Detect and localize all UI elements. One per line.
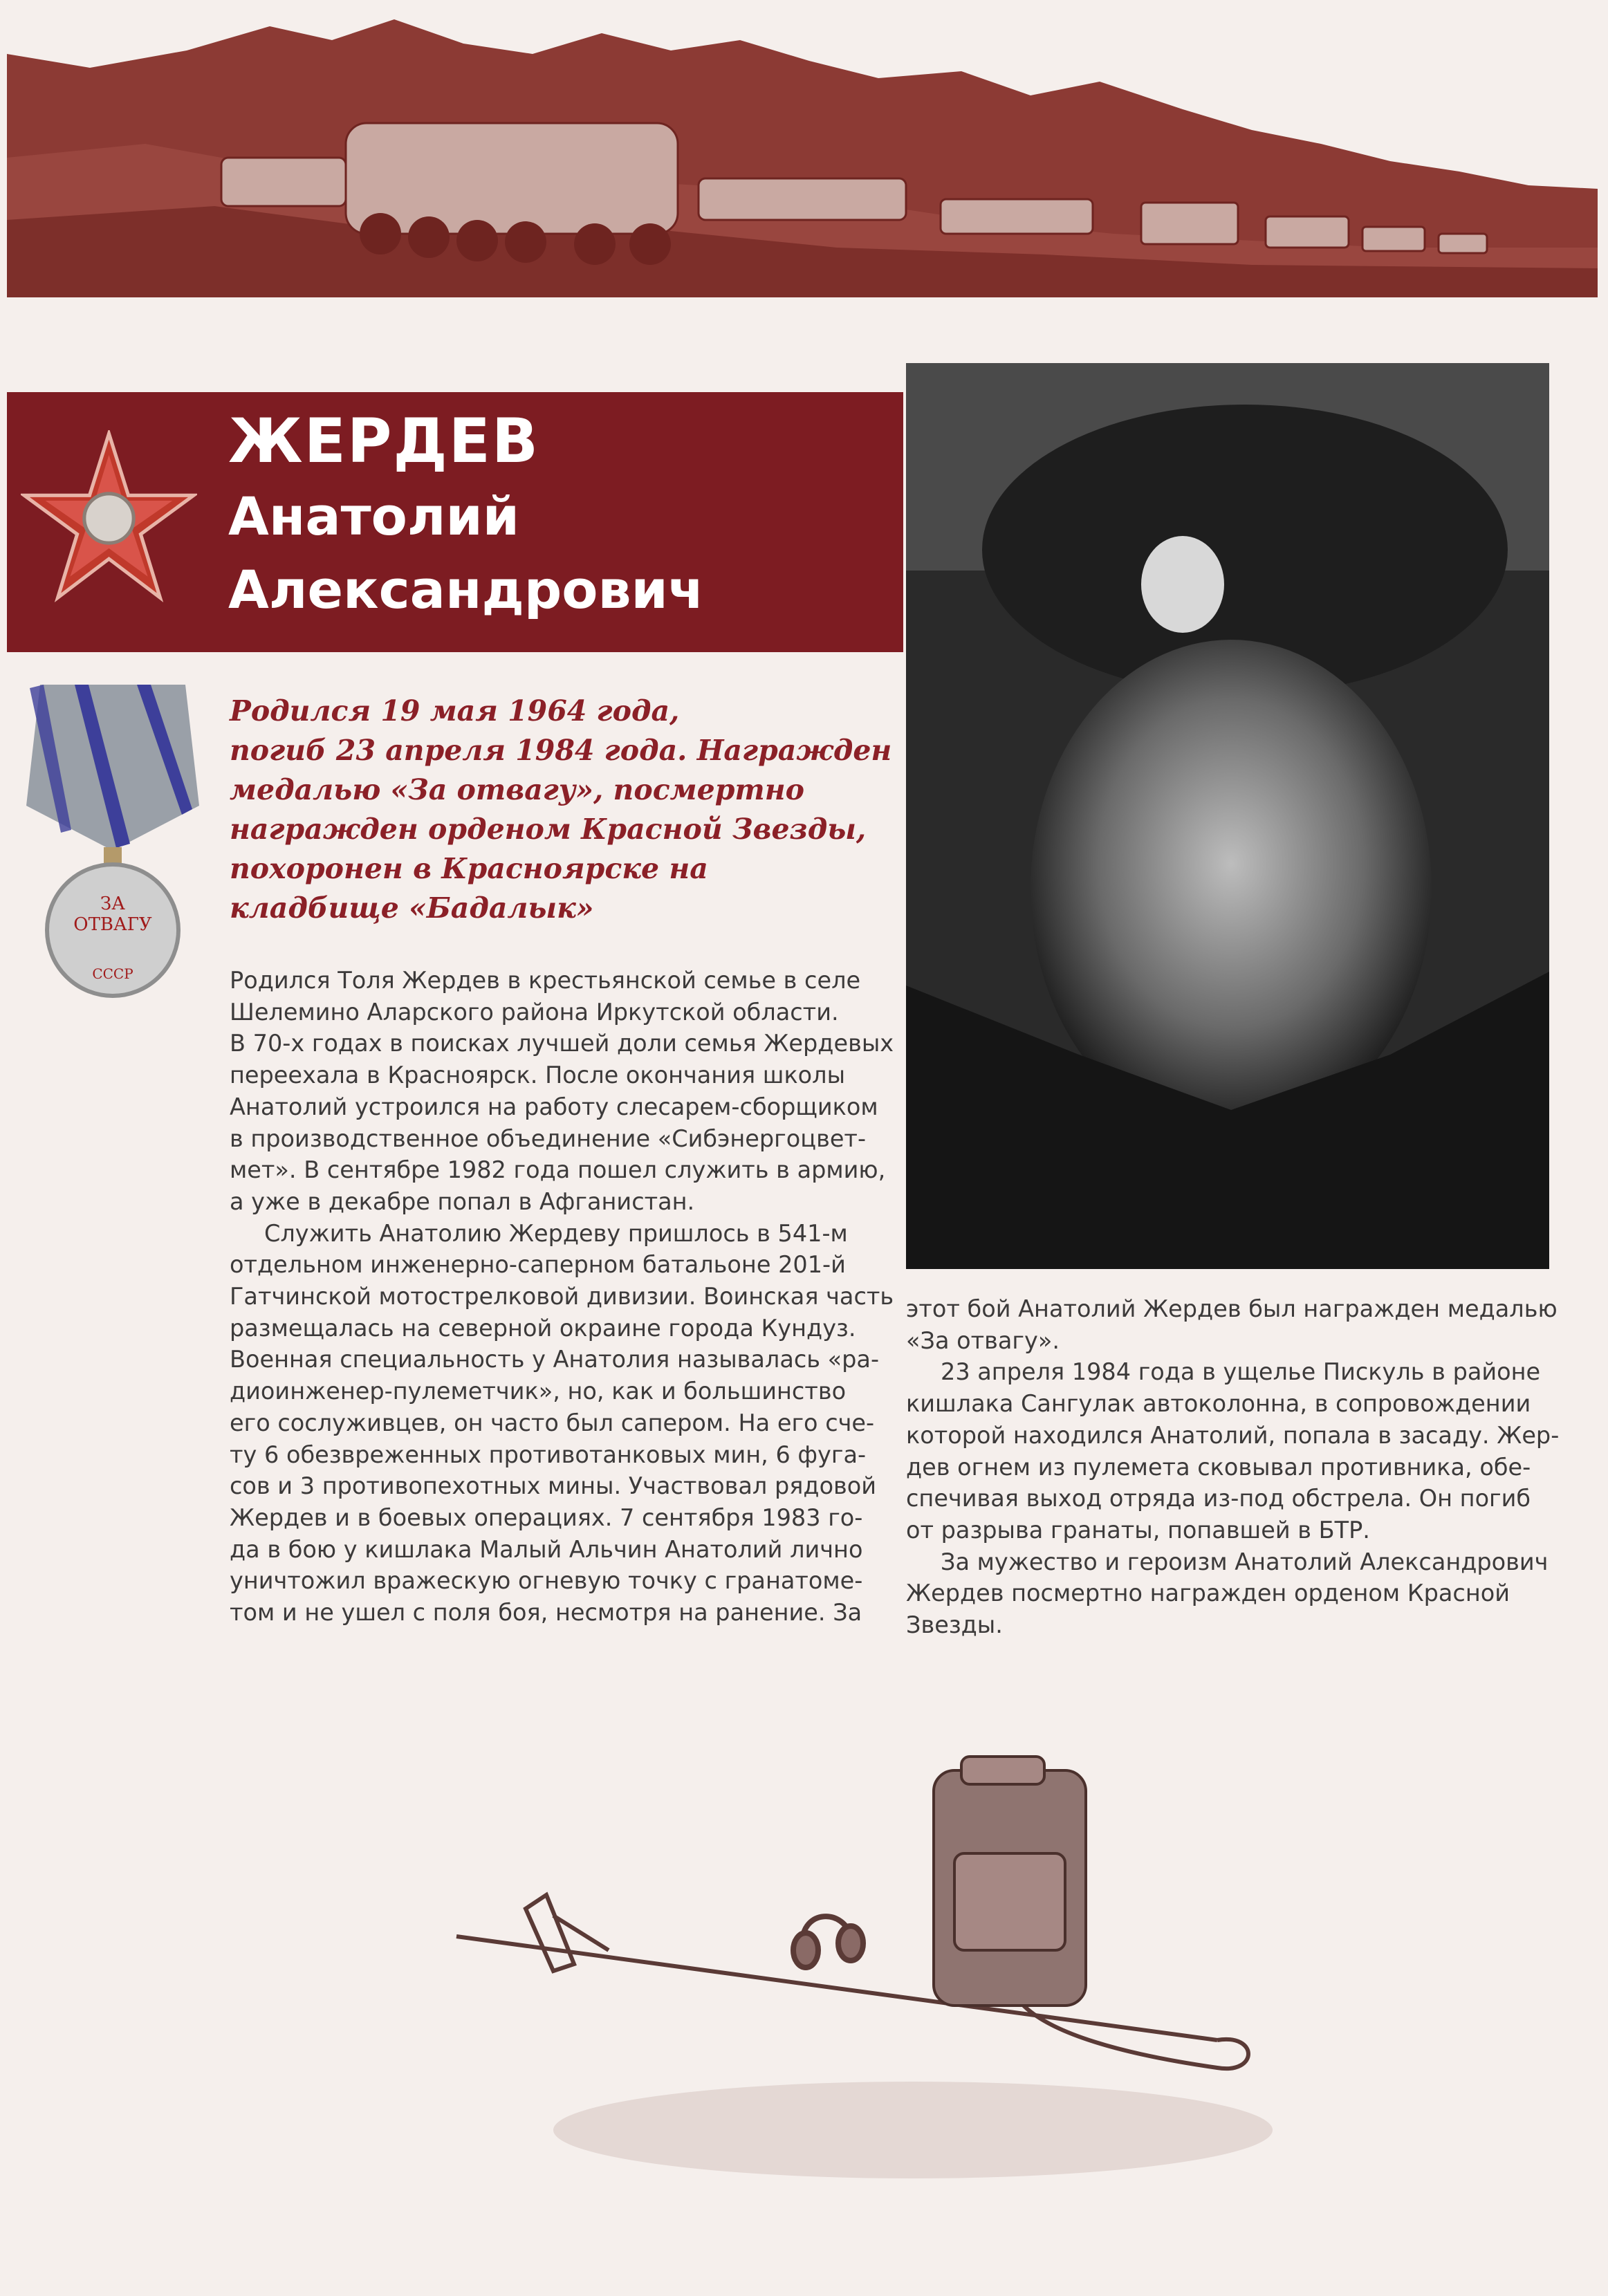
intro-line: награжден орденом Красной Звезды, [230, 813, 867, 846]
body-line: спечивая выход отряда из-под обстрела. Он погиб [906, 1485, 1531, 1512]
body-line: от разрыва гранаты, попавшей в БТР. [906, 1516, 1370, 1544]
surname: ЖЕРДЕВ [228, 405, 539, 476]
body-column-right [906, 1293, 1560, 1641]
body-line: да в бою у кишлака Малый Альчин Анатолий лично [230, 1535, 863, 1563]
medal-text-otvagu: ОТВАГУ [73, 914, 152, 935]
patronymic: Александрович [228, 559, 704, 620]
medal-for-courage-icon [26, 685, 199, 1003]
body-line: дев огнем из пулемета сковывал противника, обе- [906, 1453, 1531, 1481]
portrait-photo [906, 363, 1549, 1269]
body-line: том и не ушел с поля боя, несмотря на ранение. За [230, 1599, 862, 1627]
body-line: переехала в Красноярск. После окончания школы [230, 1062, 846, 1089]
body-line: За мужество и героизм Анатолий Александрович [941, 1548, 1549, 1575]
body-line: Гатчинской мотострелковой дивизии. Воинская часть [230, 1283, 894, 1311]
medal-text-sssr: СССР [92, 965, 133, 982]
body-line: Военная специальность у Анатолия называлась «ра- [230, 1346, 880, 1373]
body-line: его сослуживцев, он часто был сапером. На его сче- [230, 1409, 875, 1436]
body-line: а уже в декабре попал в Афганистан. [230, 1187, 695, 1215]
first-name: Анатолий [228, 485, 520, 547]
body-line: диоинженер-пулеметчик», но, как и большинство [230, 1378, 847, 1405]
body-line: сов и 3 противопехотных мины. Участвовал рядовой [230, 1472, 877, 1500]
body-line: Анатолий устроился на работу слесарем-сборщиком [230, 1093, 878, 1120]
body-line: Шелемино Аларского района Иркутской области. [230, 998, 839, 1026]
medal-text-za: ЗА [100, 894, 125, 914]
mine-detector-illustration [429, 1743, 1293, 2192]
hero-name [228, 402, 704, 627]
intro-summary [230, 692, 892, 928]
body-line: размещалась на северной окраине города Кундуз. [230, 1314, 856, 1342]
body-line: мет». В сентябре 1982 года пошел служить в армию, [230, 1156, 886, 1184]
intro-line: медалью «За отвагу», посмертно [230, 773, 805, 806]
intro-line: Родился 19 мая 1964 года, [230, 694, 680, 728]
intro-line: погиб 23 апреля 1984 года. Награжден [230, 734, 892, 767]
body-line: 23 апреля 1984 года в ущелье Пискуль в районе [941, 1358, 1541, 1386]
military-convoy-banner [7, 12, 1598, 297]
intro-line: кладбище «Бадалык» [230, 891, 594, 925]
body-line: которой находился Анатолий, попала в засаду. Жер- [906, 1421, 1560, 1449]
body-line: кишлака Сангулак автоколонна, в сопровождении [906, 1390, 1531, 1418]
body-line: ту 6 обезвреженных противотанковых мин, 6 фуга- [230, 1441, 867, 1468]
body-line: Родился Толя Жердев в крестьянской семье в селе [230, 967, 861, 994]
body-line: Звезды. [906, 1611, 1003, 1639]
body-line: Служить Анатолию Жердеву пришлось в 541-м [264, 1219, 848, 1247]
body-line: Жердев посмертно награжден орденом Красной [906, 1580, 1510, 1607]
body-line: В 70-х годах в поисках лучшей доли семья Жердевых [230, 1030, 894, 1057]
body-line: «За отвагу». [906, 1326, 1060, 1354]
body-line: отдельном инженерно-саперном батальоне 201-й [230, 1251, 846, 1279]
intro-line: похоронен в Красноярске на [230, 852, 708, 885]
order-of-red-star-icon [21, 430, 197, 607]
body-line: в производственное объединение «Сибэнергоцвет- [230, 1124, 867, 1152]
body-column-left [230, 965, 894, 1629]
body-line: этот бой Анатолий Жердев был награжден медалью [906, 1295, 1558, 1322]
body-line: Жердев и в боевых операциях. 7 сентября 1983 го- [230, 1503, 863, 1531]
body-line: уничтожил вражескую огневую точку с гранатоме- [230, 1567, 863, 1595]
